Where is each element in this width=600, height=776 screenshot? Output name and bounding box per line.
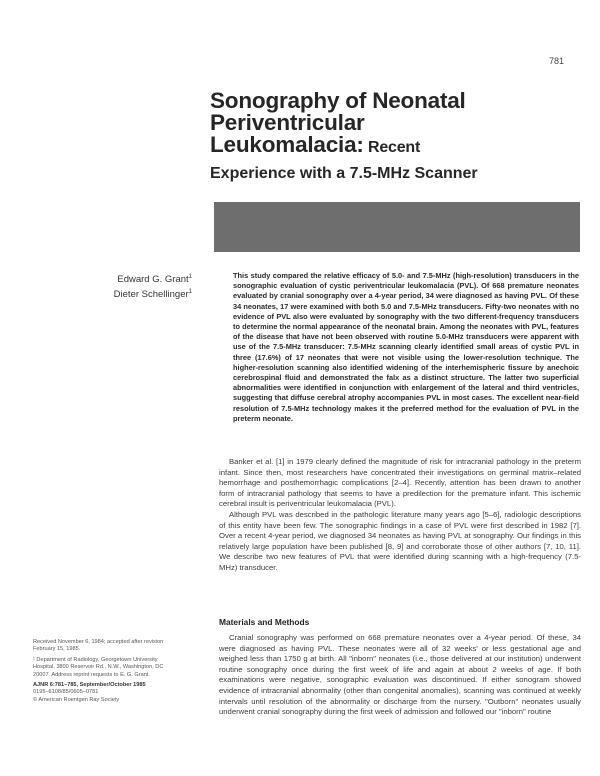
methods-paragraph-1: Cranial sonography was performed on 668 premature neonates over a 4-year period. Of these, 34 were diagnosed as having PVL. These neonates were all of 32 weeks' or less gestational age and weighed less than 1750 g at birth. All "inborn" neonates (i.e., those delivered at our institution) underwent routine sonography once during the first week of life and again at about 2 weeks of age. If both examinations were negative, sonographic evaluation was discontinued. If either sonogram showed evidence of intracranial abnormality (other than congenital anomalies), scanning was continued at weekly intervals until resolution of the abnormality or discharge from the nursery. "Outborn" neonates usually underwent cranial sonography during the first week of admission and followed our "inborn" routine [219,633,581,717]
footnote-copyright: © American Roentgen Ray Society [33,696,120,703]
footnote-received: Received November 6, 1984; accepted after revision February 15, 1985. [33,639,164,653]
header-gray-band [214,202,580,252]
title-line-3 [210,134,570,159]
author-list [114,271,192,301]
footnote-citation: AJNR 6:781–785, September/October 1985 [33,682,146,689]
intro-paragraph-1: Banker et al. [1] in 1979 clearly defined the magnitude of risk for intracranial pathology in the preterm infant. Since then, most researchers have concentrated their investigations on germinal matrix–related hemorrhage and posthemorrhagic complications [2–4]. Recently, attention has been drawn to another form of intracranial pathology that seems to have a predilection for the premature infant. This ischemic cerebral insult is periventricular leukomalacia (PVL). [219,457,581,509]
author-1: Edward G. Grant$^1$ [117,274,192,286]
article-subtitle: Experience with a 7.5-MHz Scanner [210,165,478,182]
title-line-2: Periventricular [210,110,365,135]
methods-section [219,633,581,718]
footnotes [33,639,173,707]
page-number: 781 [548,56,564,66]
title-line-3-main: Leukomalacia: [210,132,364,157]
footnote-issn: 0195–6108/85/0605–0781 [33,689,99,696]
intro-paragraph-2: Although PVL was described in the pathologic literature many years ago [5–6], radiologic descriptions of this entity have been few. The sonographic findings in a case of PVL were first described in 1982 [7]. Over a recent 4-year period, we diagnosed 34 neonates as having PVL at sonography. Our findings in this relatively large population have been published [8, 9] and corroborate those of other authors [7, 10, 11]. We describe two new features of PVL that were identified during scanning with a high-frequency (7.5-MHz) transducer. [219,509,581,572]
abstract: This study compared the relative efficacy of 5.0- and 7.5-MHz (high-resolution) transducers in the sonographic evaluation of cystic periventricular leukomalacia (PVL). Of 668 premature neonates evaluated by cranial sonography over a 4-year period, 34 were diagnosed as having PVL. Of these 34 neonates, 17 were examined with both 5.0 and 7.5-MHz transducers. Fifty-two neonates with no evidence of PVL also were evaluated by sonography with the two different-frequency transducers to determine the normal appearance of the neonatal brain. Among the neonates with PVL, features of the disease that have not been observed with routine 5.0-MHz transducers were apparent with use of the 7.5-MHz transducer: 7.5-MHz scanning clearly identified small areas of cystic PVL in three (17.6%) of 17 neonates that were not visible using the lower-resolution technique. The higher-resolution scanning also identified widening of the interhemispheric fissure by anechoic cerebrospinal fluid and demonstrated the falx as a distinct structure. The latter two superficial abnormalities were identified in conjunction with enlargement of the lateral and third ventricles, suggesting that diffuse cerebral atrophy accompanies PVL in most cases. The excellent near-field resolution of 7.5-MHz technology makes it the preferred method for the evaluation of PVL in the preterm neonate. [233,271,579,423]
author-2: Dieter Schellinger$^1$ [113,289,192,301]
footnote-affiliation: ¹ Department of Radiology, Georgetown University Hospital, 3800 Reservoir Rd., N.W., Washington, DC 20007. Address reprint requests to E. G. Grant. [33,656,164,678]
section-heading-methods: Materials and Methods [219,617,310,627]
title-line-1: Sonography of Neonatal [210,88,466,113]
introduction [219,457,581,574]
title-line-3-tail: Recent [363,139,421,156]
article-title [210,90,570,183]
